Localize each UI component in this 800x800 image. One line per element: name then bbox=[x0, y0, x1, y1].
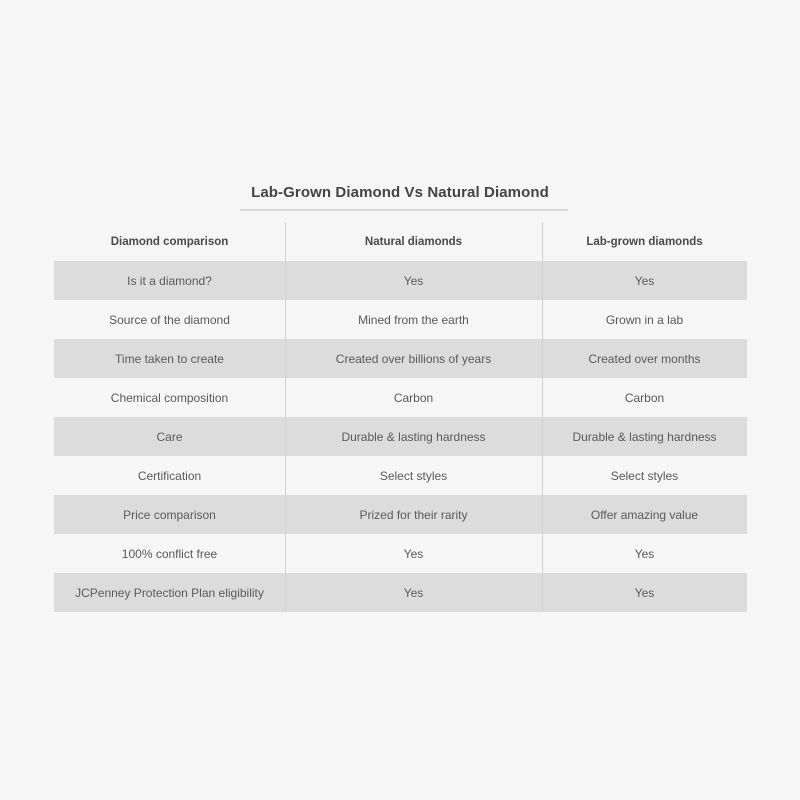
table-row bbox=[54, 261, 747, 300]
row-label: Source of the diamond bbox=[109, 312, 230, 327]
row-label: Care bbox=[156, 429, 183, 444]
table-row bbox=[54, 378, 747, 417]
natural-value: Yes bbox=[403, 585, 424, 600]
page-title: Lab-Grown Diamond Vs Natural Diamond bbox=[251, 184, 549, 201]
row-label: JCPenney Protection Plan eligibility bbox=[75, 585, 264, 600]
column-divider bbox=[285, 222, 286, 612]
lab-grown-value: Offer amazing value bbox=[590, 507, 699, 522]
row-label: 100% conflict free bbox=[121, 546, 218, 561]
row-label: Time taken to create bbox=[115, 351, 224, 366]
row-label: Certification bbox=[137, 468, 202, 483]
row-label: Price comparison bbox=[123, 507, 216, 522]
natural-value: Created over billions of years bbox=[335, 351, 492, 366]
header-cell-lab-grown: Lab-grown diamonds bbox=[586, 235, 703, 248]
table-row bbox=[54, 339, 747, 378]
table-row bbox=[54, 417, 747, 456]
title-underline bbox=[240, 209, 568, 211]
natural-value: Carbon bbox=[393, 390, 434, 405]
natural-value: Mined from the earth bbox=[358, 312, 469, 327]
row-label: Chemical composition bbox=[110, 390, 229, 405]
lab-grown-value: Yes bbox=[634, 273, 655, 288]
header-cell-comparison: Diamond comparison bbox=[110, 235, 229, 248]
row-label: Is it a diamond? bbox=[127, 273, 212, 288]
column-divider bbox=[542, 222, 543, 612]
table-row bbox=[54, 534, 747, 573]
comparison-table bbox=[54, 222, 747, 612]
lab-grown-value: Select styles bbox=[610, 468, 679, 483]
header-cell-natural: Natural diamonds bbox=[364, 235, 463, 248]
table-header-row bbox=[54, 222, 747, 261]
natural-value: Prized for their rarity bbox=[359, 507, 468, 522]
natural-value: Durable & lasting hardness bbox=[341, 429, 486, 444]
table-row bbox=[54, 495, 747, 534]
lab-grown-value: Yes bbox=[634, 546, 655, 561]
table-row bbox=[54, 300, 747, 339]
lab-grown-value: Durable & lasting hardness bbox=[572, 429, 717, 444]
table-row bbox=[54, 456, 747, 495]
lab-grown-value: Grown in a lab bbox=[605, 312, 684, 327]
lab-grown-value: Carbon bbox=[624, 390, 665, 405]
lab-grown-value: Yes bbox=[634, 585, 655, 600]
lab-grown-value: Created over months bbox=[588, 351, 701, 366]
table-row bbox=[54, 573, 747, 612]
natural-value: Yes bbox=[403, 546, 424, 561]
natural-value: Select styles bbox=[379, 468, 448, 483]
natural-value: Yes bbox=[403, 273, 424, 288]
